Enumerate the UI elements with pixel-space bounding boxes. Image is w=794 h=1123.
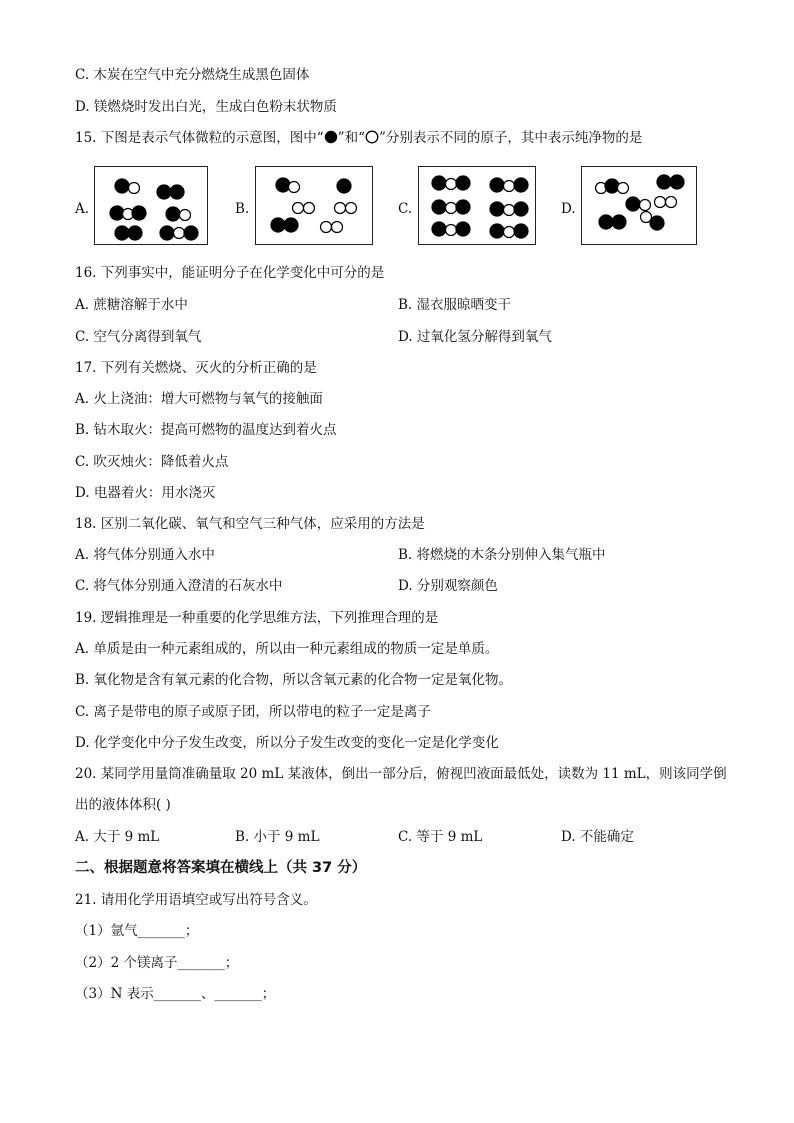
section-title: 二、根据题意将答案填在横线上（共 37 分） bbox=[75, 860, 367, 876]
q21-item-3: （3）N 表示_______、_______； bbox=[75, 986, 276, 1002]
q20-option-d: D. 不能确定 bbox=[561, 829, 634, 845]
q16-stem: 16. 下列事实中，能证明分子在化学变化中可分的是 bbox=[75, 265, 385, 281]
q19-option-d: D. 化学变化中分子发生改变，所以分子发生改变的变化一定是化学变化 bbox=[75, 735, 499, 751]
q15-label-c: C. bbox=[398, 201, 413, 217]
q15-label-b: B. bbox=[235, 201, 250, 217]
q18-option-c: C. 将气体分别通入澄清的石灰水中 bbox=[75, 578, 283, 594]
q17-option-d: D. 电器着火：用水浇灭 bbox=[75, 485, 216, 501]
q17-option-c: C. 吹灭烛火：降低着火点 bbox=[75, 454, 229, 470]
q18-option-b: B. 将燃烧的木条分别伸入集气瓶中 bbox=[398, 547, 606, 563]
q20-stem-line1: 20. 某同学用量筒准确量取 20 mL 某液体，倒出一部分后，俯视凹液面最低处，读数为 11 mL，则该同学倒 bbox=[75, 766, 727, 782]
q19-stem: 19. 逻辑推理是一种重要的化学思维方法，下列推理合理的是 bbox=[75, 610, 439, 626]
filled-circle-icon bbox=[324, 130, 338, 144]
q18-option-a: A. 将气体分别通入水中 bbox=[75, 547, 215, 563]
molecule-diagram-c bbox=[419, 167, 535, 244]
q14-option-c: C. 木炭在空气中充分燃烧生成黑色固体 bbox=[75, 67, 310, 83]
q20-option-a: A. 大于 9 mL bbox=[75, 829, 160, 845]
q18-option-d: D. 分别观察颜色 bbox=[398, 578, 498, 594]
q19-option-c: C. 离子是带电的原子或原子团，所以带电的粒子一定是离子 bbox=[75, 704, 431, 720]
q17-option-b: B. 钻木取火：提高可燃物的温度达到着火点 bbox=[75, 422, 337, 438]
q15-label-d: D. bbox=[561, 201, 576, 217]
hollow-circle-icon bbox=[365, 130, 379, 144]
q15-stem-part2: ”和“ bbox=[337, 130, 365, 146]
q15-diagram-b bbox=[255, 166, 373, 245]
q18-stem: 18. 区别二氧化碳、氧气和空气三种气体，应采用的方法是 bbox=[75, 516, 425, 532]
q14-option-d: D. 镁燃烧时发出白光，生成白色粉末状物质 bbox=[75, 99, 337, 115]
molecule-diagram-b bbox=[256, 167, 372, 244]
q15-diagram-c bbox=[418, 166, 536, 245]
q17-option-a: A. 火上浇油：增大可燃物与氧气的接触面 bbox=[75, 391, 323, 407]
q20-option-c: C. 等于 9 mL bbox=[398, 829, 483, 845]
q20-stem-line2: 出的液体体积( ) bbox=[75, 797, 171, 813]
q17-stem: 17. 下列有关燃烧、灭火的分析正确的是 bbox=[75, 360, 317, 376]
q21-item-2: （2）2 个镁离子_______； bbox=[75, 955, 239, 971]
q20-option-b: B. 小于 9 mL bbox=[235, 829, 320, 845]
molecule-diagram-d bbox=[582, 167, 696, 244]
q16-option-d: D. 过氧化氢分解得到氧气 bbox=[398, 329, 552, 345]
q16-option-c: C. 空气分离得到氧气 bbox=[75, 329, 202, 345]
q16-option-b: B. 湿衣服晾晒变干 bbox=[398, 297, 512, 313]
q15-stem-part1: 15. 下图是表示气体微粒的示意图，图中“ bbox=[75, 130, 324, 146]
q19-option-b: B. 氧化物是含有氧元素的化合物，所以含氧元素的化合物一定是氧化物。 bbox=[75, 672, 513, 688]
q15-diagram-a bbox=[94, 166, 208, 245]
q21-stem: 21. 请用化学用语填空或写出符号含义。 bbox=[75, 892, 317, 908]
q15-label-a: A. bbox=[75, 201, 90, 217]
q19-option-a: A. 单质是由一种元素组成的，所以由一种元素组成的物质一定是单质。 bbox=[75, 641, 499, 657]
molecule-diagram-a bbox=[95, 167, 207, 244]
q15-diagram-d bbox=[581, 166, 697, 245]
q21-item-1: （1）氩气_______； bbox=[75, 923, 199, 939]
q16-option-a: A. 蔗糖溶解于水中 bbox=[75, 297, 188, 313]
q15-stem-part3: ”分别表示不同的原子，其中表示纯净物的是 bbox=[378, 130, 643, 146]
q15-stem bbox=[75, 129, 642, 147]
